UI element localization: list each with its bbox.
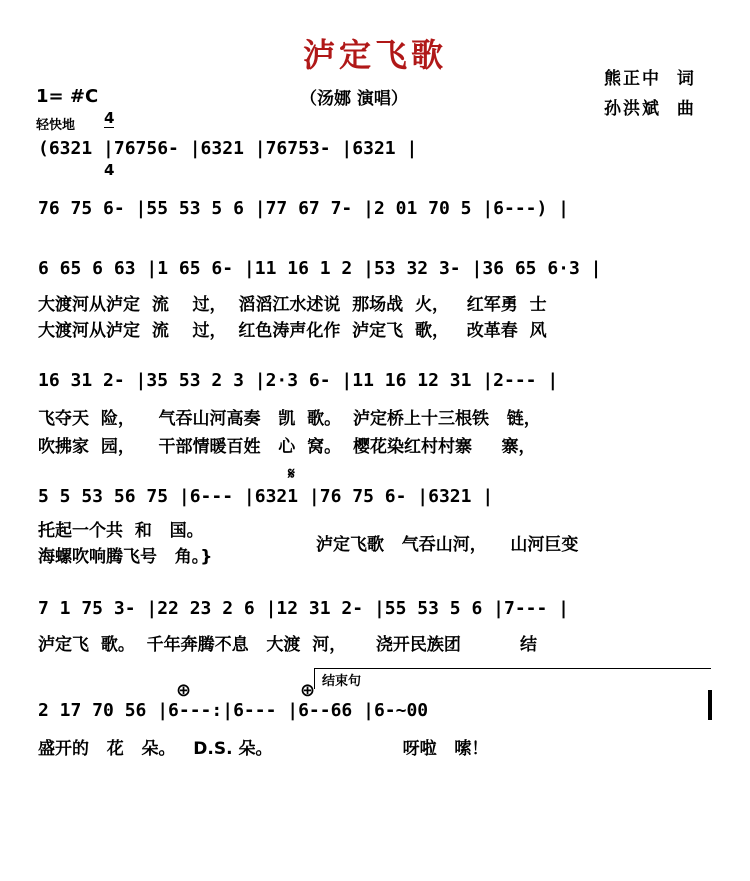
time-signature-top: 4 [104, 109, 115, 127]
lyric-line-5-chorus: 泸定飞歌 气吞山河， 山河巨变 [316, 535, 579, 555]
ending-bracket [314, 668, 711, 689]
final-barline [708, 690, 712, 720]
lyric-line-4-verse-2: 吹拂家 园， 干部情暖百姓 心 窝。 樱花染红村村寨 寨， [38, 437, 536, 457]
lyric-line-5-verse-1: 托起一个共 和 国。 [38, 521, 204, 541]
coda-sign-1: ⊕ [176, 680, 192, 701]
singer-credit: （汤娜 演唱） [300, 89, 408, 109]
lyric-line-5-verse-2: 海螺吹响腾飞号 角。} [38, 547, 213, 567]
notation-line-6: 7 1 75 3- |22 23 2 6 |12 31 2- |55 53 5 6 |7--- | [38, 598, 570, 619]
notation-line-3: 6 65 6 63 |1 65 6- |11 16 1 2 |53 32 3- |36 65 6·3 | [38, 258, 602, 279]
lyric-line-3-verse-2: 大渡河从泸定 流 过， 红色涛声化作 泸定飞 歌， 改革春 风 [38, 321, 547, 341]
notation-line-5: 5 5 53 56 75 |6--- |6321 |76 75 6- |6321 | [38, 486, 494, 507]
song-title: 泸定飞歌 [302, 36, 447, 74]
lyric-line-7: 盛开的 花 朵。 D.S. 朵。 呀啦 嗦！ [38, 739, 489, 759]
notation-line-7: 2 17 70 56 |6---:|6--- |6--66 |6-~00 [38, 700, 429, 721]
lyric-line-6: 泸定飞 歌。 千年奔腾不息 大渡 河， 浇开民族团 结 [38, 635, 538, 655]
tempo-marking: 轻快地 [36, 118, 76, 133]
coda-sign-2: ⊕ [300, 680, 316, 701]
lyric-line-3-verse-1: 大渡河从泸定 流 过， 滔滔江水述说 那场战 火， 红军勇 士 [38, 295, 547, 315]
notation-line-1: (6321 |76756- |6321 |76753- |6321 | [38, 138, 418, 159]
notation-line-2: 76 75 6- |55 53 5 6 |77 67 7- |2 01 70 5 |6---) | [38, 198, 570, 219]
lyric-line-4-verse-1: 飞夺天 险， 气吞山河高奏 凯 歌。 泸定桥上十三根铁 链， [38, 409, 541, 429]
lyricist-credit: 熊正中 词 [604, 69, 696, 89]
time-signature [104, 76, 114, 196]
notation-line-4: 16 31 2- |35 53 2 3 |2·3 6- |11 16 12 31 |2--- | [38, 370, 559, 391]
ending-label: 结束句 [322, 674, 362, 689]
time-signature-bottom: 4 [104, 161, 115, 179]
key-signature: 1= #C [36, 86, 99, 107]
segno-sign: 𝄋 [288, 464, 295, 483]
composer-credit: 孙洪斌 曲 [604, 99, 696, 119]
site-logo [640, 836, 649, 881]
